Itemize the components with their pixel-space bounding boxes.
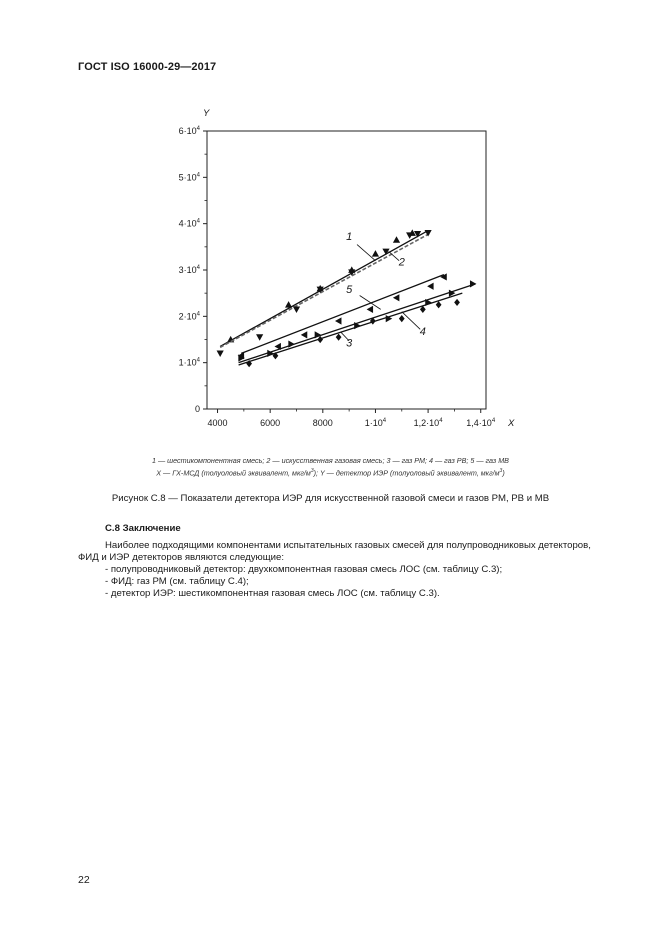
page-number: 22 [78,874,90,886]
list-item: - полупроводниковый детектор: двухкомпонентная газовая смесь ЛОС (см. таблицу С.3); [105,564,503,575]
series-1-fit-line [220,231,428,350]
curve-label: 4 [419,325,426,338]
data-point-diamond [317,336,323,343]
list-item: - ФИД: газ РМ (см. таблицу С.4); [105,576,249,587]
x-tick-label: $1,2\cdot 10^4$ [413,418,443,428]
series-2-fit-line [220,230,431,350]
data-point-triangle-left [335,317,341,324]
y-axis-label: Y [203,108,210,119]
curve-leader-line [402,312,420,330]
data-point-triangle-down [293,307,300,313]
curve-label: 3 [346,337,353,350]
data-point-triangle-up [372,250,379,256]
chart-legend-line-1: 1 — шестикомпонентная смесь; 2 — искусственная газовая смесь; 3 — газ РМ; 4 — газ РВ; 5 — газ МВ [152,456,509,465]
curve-leader-line [360,295,381,309]
y-tick-label: $4\cdot 10^4$ [178,218,200,229]
x-tick-label: $1\cdot 10^4$ [364,418,387,428]
curve-leader-line [357,245,375,261]
data-point-triangle-right [470,280,476,287]
section-title: С.8 Заключение [105,523,181,534]
curve-leader-line [389,251,400,260]
data-point-triangle-up [393,236,400,242]
data-point-triangle-down [414,231,421,237]
data-point-diamond [436,301,442,308]
x-tick-label: 4000 [207,418,228,428]
document-header: ГОСТ ISO 16000-29—2017 [78,61,217,73]
data-point-triangle-left [301,331,307,338]
x-axis-label: X [508,418,515,429]
y-tick-label: $2\cdot 10^4$ [178,311,200,322]
data-point-diamond [399,315,405,322]
data-point-diamond [336,334,342,341]
series-5-fit-line [241,275,444,354]
data-point-triangle-down [424,230,431,236]
data-point-triangle-left [367,306,373,313]
data-point-triangle-down [256,334,263,340]
conclusion-paragraph-line-1: Наиболее подходящими компонентами испытательных газовых смесей для полупроводниковых детекторов, [105,540,591,551]
plot-frame [207,131,486,409]
y-tick-label: 0 [194,404,200,414]
series-4-fit-line [239,284,476,363]
data-point-triangle-left [427,283,433,290]
chart-legend-line-2: X — ГХ-МСД (толуоловый эквивалент, мкг/$м^3$); Y — детектор ИЭР (толуоловый эквивалент, мкг/$м^3$) [156,468,505,478]
data-point-diamond [454,299,460,306]
curve-label: 2 [398,256,405,269]
data-point-triangle-left [274,343,280,350]
x-tick-label: 8000 [312,418,333,428]
y-tick-label: $1\cdot 10^4$ [178,357,200,368]
curve-label: 5 [346,284,353,297]
y-tick-label: $6\cdot 10^4$ [178,126,200,136]
y-tick-label: $5\cdot 10^4$ [178,172,200,183]
data-point-triangle-up [285,301,292,307]
data-point-triangle-left [393,294,399,301]
y-tick-label: $3\cdot 10^4$ [178,265,200,275]
list-item: - детектор ИЭР: шестикомпонентная газовая смесь ЛОС (см. таблицу С.3). [105,588,440,599]
conclusion-paragraph-line-2: ФИД и ИЭР детекторов являются следующие: [78,552,284,563]
data-point-triangle-down [217,351,224,357]
figure-caption: Рисунок С.8 — Показатели детектора ИЭР для искусственной газовой смеси и газов РМ, РВ и МВ [111,493,550,504]
x-tick-label: 6000 [260,418,281,428]
x-tick-label: $1,4\cdot 10^4$ [466,418,496,428]
curve-label: 1 [346,230,353,243]
